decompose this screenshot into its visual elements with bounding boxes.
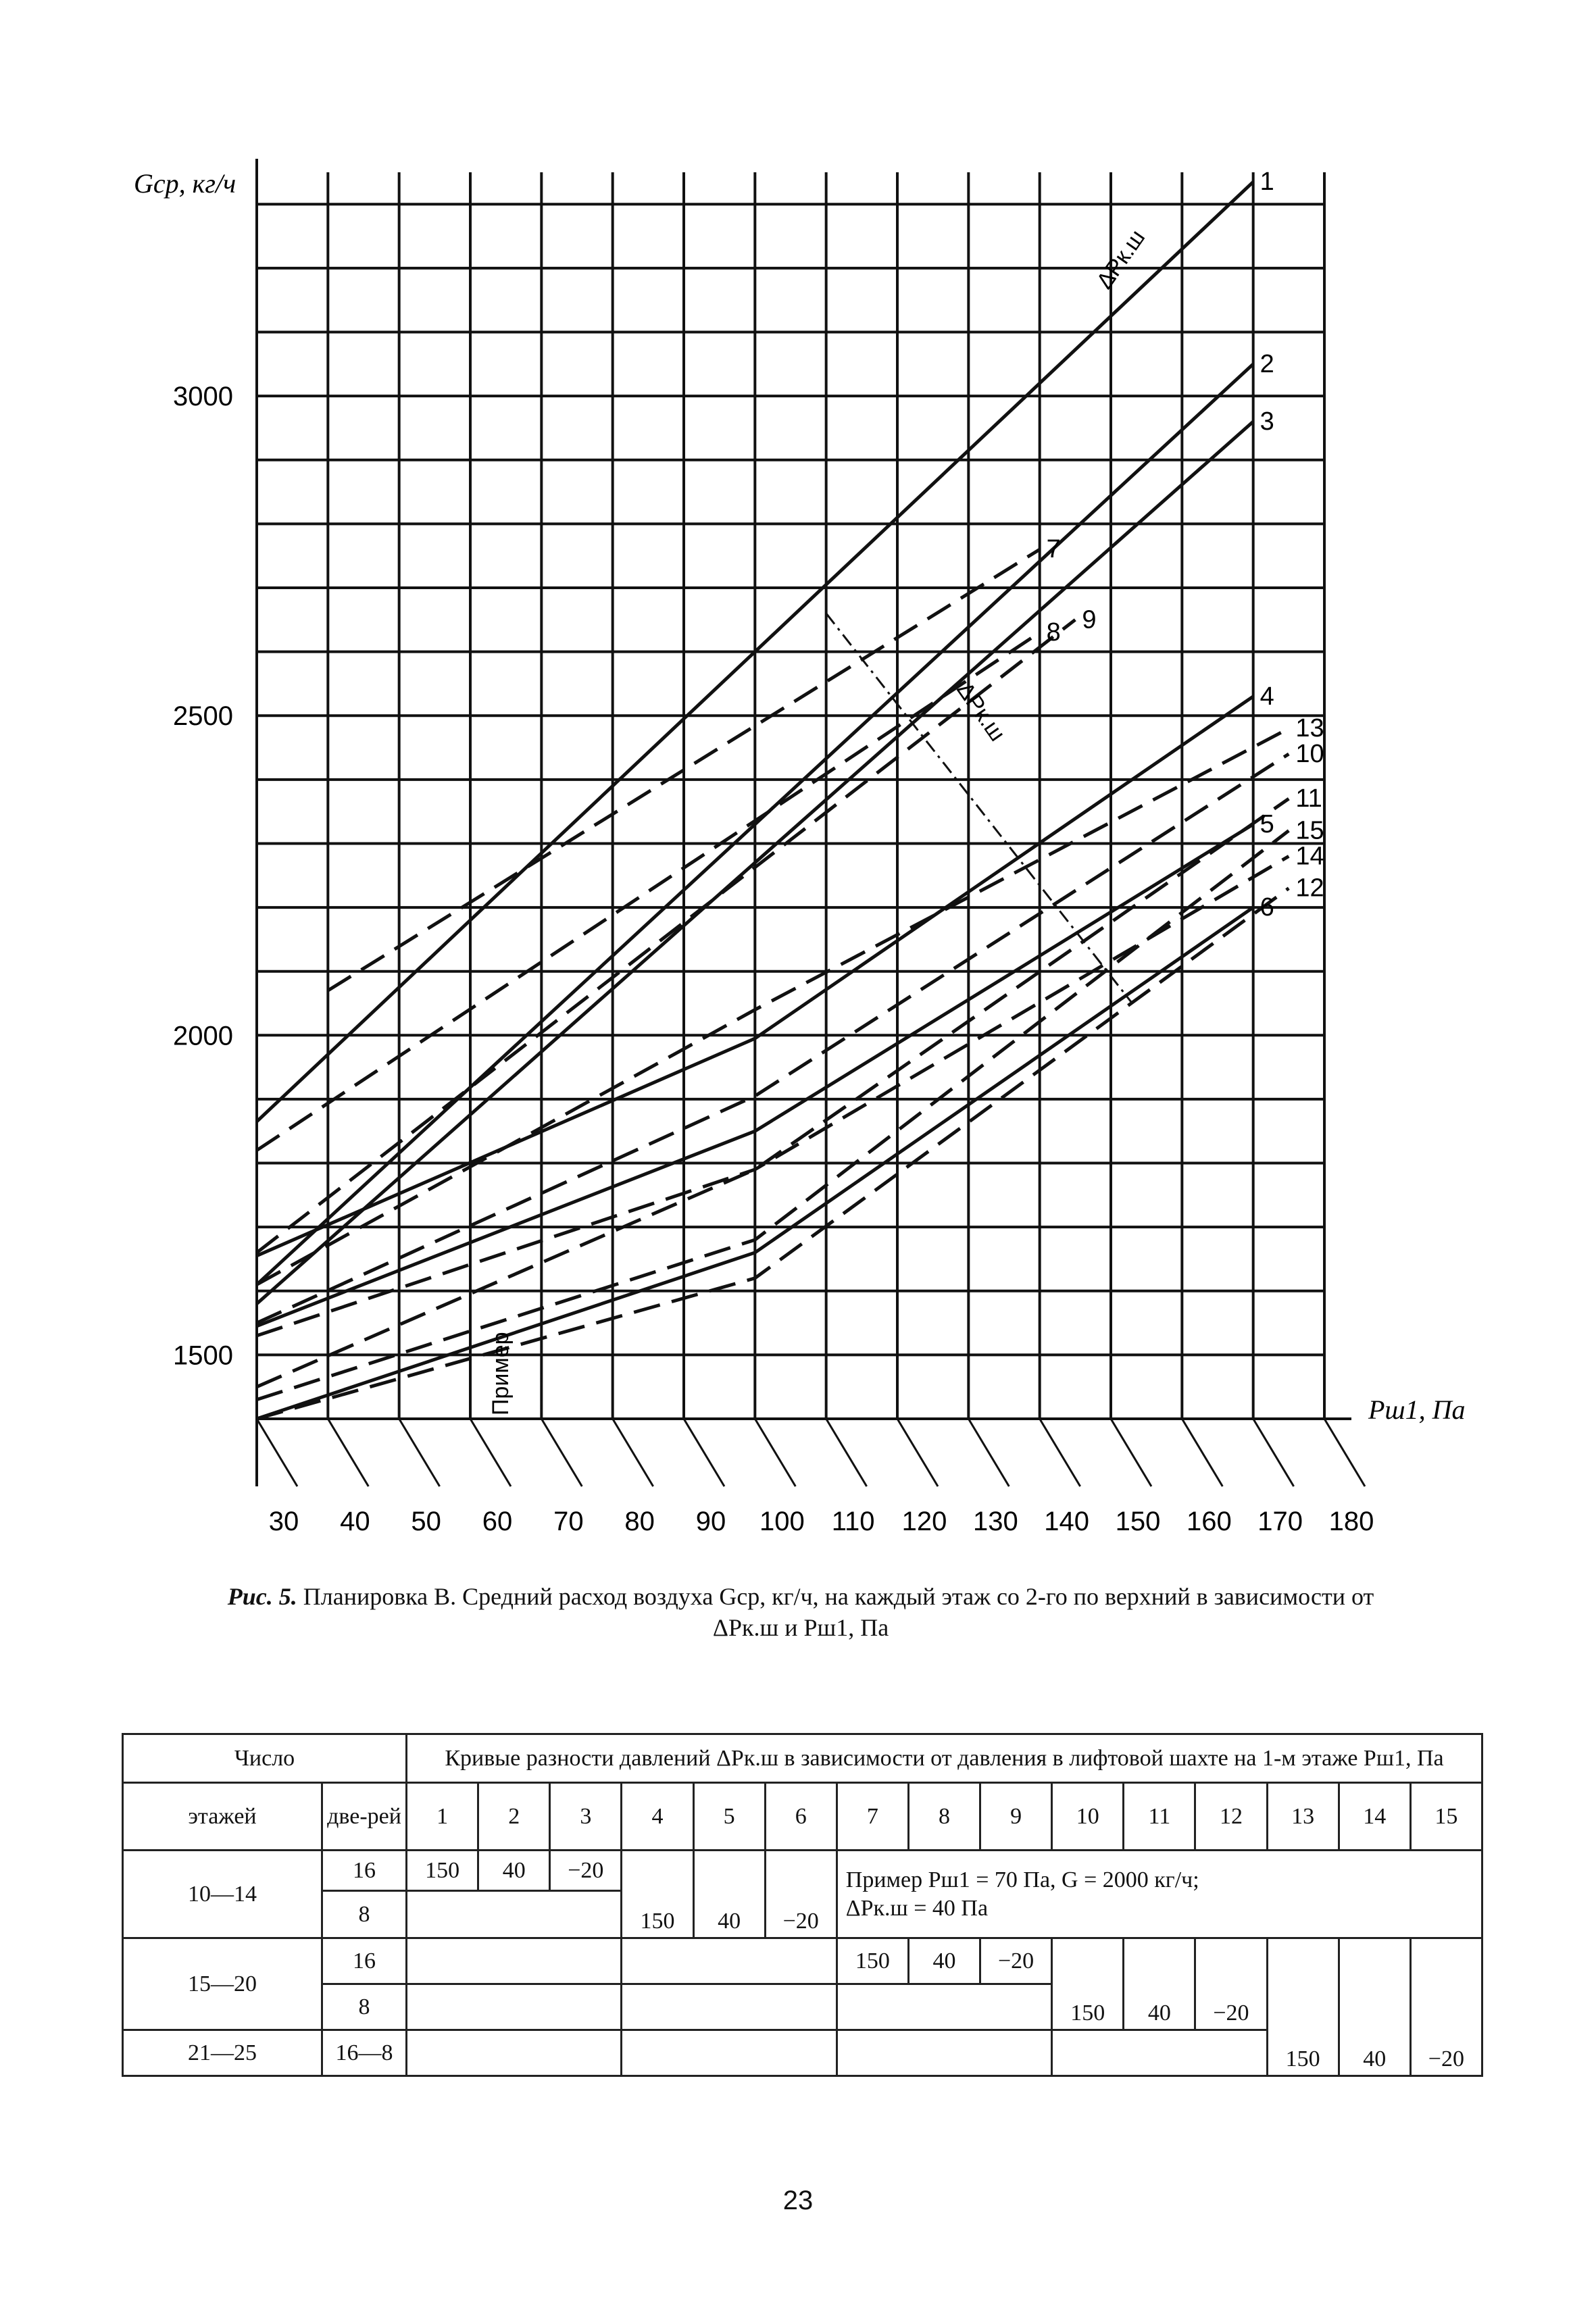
- x-tick-leader: [1182, 1419, 1222, 1486]
- curve-label: 1: [1260, 168, 1274, 197]
- x-tick-leader: [1324, 1419, 1365, 1486]
- curve-10: [257, 754, 1289, 1323]
- curve-num: 13: [1267, 1783, 1339, 1851]
- empty-cell: [1052, 2030, 1267, 2076]
- x-tick-leader: [897, 1419, 938, 1486]
- th-curves: Кривые разности давлений ΔPк.ш в зависимости от давления в лифтовой шахте на 1-м этаже Pш1, Па: [407, 1734, 1482, 1783]
- doors-cell: 16: [322, 1851, 407, 1891]
- figure-caption: [115, 1581, 1487, 1643]
- empty-cell: [407, 1938, 622, 1984]
- value-cell: −20: [550, 1851, 622, 1891]
- annotation-dp-lower: ΔPк.ш: [951, 677, 1011, 747]
- value-cell: 150: [1267, 1938, 1339, 2076]
- curve-num: 4: [622, 1783, 693, 1851]
- curve-12: [257, 888, 1289, 1419]
- chart-curves: [257, 182, 1289, 1419]
- y-tick-label: 2500: [173, 701, 233, 732]
- x-tick-leader: [755, 1419, 795, 1486]
- curve-num: 2: [478, 1783, 550, 1851]
- curve-label: 2: [1260, 349, 1274, 378]
- curve-num: 7: [837, 1783, 908, 1851]
- x-tick-label: 150: [1115, 1507, 1161, 1536]
- x-tick-label: 120: [901, 1507, 947, 1536]
- x-tick-label: 80: [624, 1507, 655, 1536]
- x-tick-leader: [257, 1419, 297, 1486]
- curve-label: 4: [1260, 682, 1274, 711]
- curve-label: 3: [1260, 407, 1274, 436]
- curve-label: 10: [1295, 740, 1324, 768]
- caption-line-2: ΔPк.ш и Pш1, Па: [712, 1614, 889, 1641]
- value-cell: 40: [908, 1938, 980, 1984]
- th-floors: этажей: [123, 1783, 322, 1851]
- curve-num: 14: [1339, 1783, 1410, 1851]
- floors-cell: 15—20: [123, 1938, 322, 2030]
- value-cell: 40: [1339, 1938, 1410, 2076]
- curve-label: 6: [1260, 893, 1274, 922]
- x-tick-leader: [399, 1419, 440, 1486]
- x-axis-title: Pш1, Па: [1368, 1394, 1466, 1425]
- example-line-1: Пример Pш1 = 70 Па, G = 2000 кг/ч;: [845, 1867, 1199, 1892]
- x-tick-label: 130: [972, 1507, 1018, 1536]
- curve-label: 8: [1046, 618, 1061, 647]
- chart-grid: [257, 159, 1351, 1486]
- value-cell: 150: [622, 1851, 693, 1938]
- empty-cell: [837, 2030, 1051, 2076]
- x-tick-label: 160: [1186, 1507, 1232, 1536]
- example-label: Пример: [488, 1332, 514, 1415]
- x-tick-label: 70: [553, 1507, 584, 1536]
- curve-num: 5: [693, 1783, 765, 1851]
- curve-15: [257, 831, 1289, 1400]
- x-tick-label: 180: [1328, 1507, 1374, 1536]
- value-cell: 40: [1124, 1938, 1195, 2030]
- th-doors: две-рей: [322, 1783, 407, 1851]
- x-tick-label: 50: [411, 1507, 441, 1536]
- x-tick-leader: [613, 1419, 653, 1486]
- curve-label: 14: [1295, 842, 1324, 871]
- annotation-dp-upper: ΔPк.ш: [1091, 225, 1151, 294]
- x-tick-label: 40: [340, 1507, 370, 1536]
- empty-cell: [622, 2030, 837, 2076]
- floors-cell: 10—14: [123, 1851, 322, 1938]
- curve-num: 11: [1124, 1783, 1195, 1851]
- doors-cell: 8: [322, 1984, 407, 2030]
- empty-cell: [407, 1984, 622, 2030]
- x-tick-label: 170: [1257, 1507, 1303, 1536]
- empty-cell: [622, 1984, 837, 2030]
- x-tick-label: 100: [759, 1507, 805, 1536]
- x-tick-leader: [968, 1419, 1009, 1486]
- curve-label: 9: [1082, 605, 1097, 634]
- curve-num: 15: [1410, 1783, 1482, 1851]
- x-tick-leader: [684, 1419, 724, 1486]
- curve-label: 11: [1295, 784, 1322, 813]
- doors-cell: 8: [322, 1891, 407, 1938]
- curve-num: 8: [908, 1783, 980, 1851]
- curve-num: 10: [1052, 1783, 1124, 1851]
- curves-table: [122, 1733, 1483, 2077]
- curve-num: 12: [1195, 1783, 1267, 1851]
- value-cell: −20: [1410, 1938, 1482, 2076]
- value-cell: 150: [1052, 1938, 1124, 2030]
- empty-cell: [622, 1938, 837, 1984]
- x-tick-leader: [1111, 1419, 1151, 1486]
- value-cell: −20: [980, 1938, 1052, 1984]
- y-tick-label: 2000: [173, 1021, 233, 1051]
- x-tick-leader: [328, 1419, 368, 1486]
- x-tick-label: 140: [1044, 1507, 1090, 1536]
- empty-cell: [407, 2030, 622, 2076]
- x-tick-leader: [1040, 1419, 1080, 1486]
- doors-cell: 16: [322, 1938, 407, 1984]
- floors-cell: 21—25: [123, 2030, 322, 2076]
- x-tick-leader: [541, 1419, 582, 1486]
- x-tick-label: 60: [482, 1507, 513, 1536]
- curve-num: 9: [980, 1783, 1052, 1851]
- curve-num: 3: [550, 1783, 622, 1851]
- caption-line-1: Планировка В. Средний расход воздуха Gср, кг/ч, на каждый этаж со 2-го по верхний в зависимости от: [303, 1583, 1374, 1610]
- curve-label: 7: [1046, 535, 1061, 564]
- page-number: 23: [782, 2186, 814, 2215]
- curve-label: 13: [1295, 714, 1324, 743]
- x-tick-label: 30: [268, 1507, 299, 1536]
- curve-num: 1: [407, 1783, 478, 1851]
- figure-number: Рис. 5.: [227, 1583, 297, 1610]
- curve-11: [257, 799, 1289, 1387]
- example-note: [837, 1851, 1482, 1938]
- curve-label: 5: [1260, 810, 1274, 839]
- doors-cell: 16—8: [322, 2030, 407, 2076]
- value-cell: 150: [407, 1851, 478, 1891]
- value-cell: −20: [765, 1851, 837, 1938]
- th-number: Число: [123, 1734, 407, 1783]
- value-cell: −20: [1195, 1938, 1267, 2030]
- curve-13: [257, 728, 1289, 1284]
- x-tick-leader: [826, 1419, 867, 1486]
- value-cell: 40: [478, 1851, 550, 1891]
- example-line-2: ΔPк.ш = 40 Па: [845, 1895, 989, 1921]
- y-axis-title: Gср, кг/ч: [134, 168, 236, 199]
- value-cell: 40: [693, 1851, 765, 1938]
- x-tick-leader: [470, 1419, 511, 1486]
- empty-cell: [407, 1891, 622, 1938]
- value-cell: 150: [837, 1938, 908, 1984]
- curve-num: 6: [765, 1783, 837, 1851]
- curve-label: 12: [1295, 874, 1324, 903]
- curve-label: 15: [1295, 816, 1324, 845]
- x-tick-label: 90: [695, 1507, 726, 1536]
- x-tick-leader: [1253, 1419, 1294, 1486]
- x-tick-label: 110: [831, 1507, 875, 1536]
- y-tick-label: 3000: [173, 382, 233, 412]
- empty-cell: [837, 1984, 1051, 2030]
- y-tick-label: 1500: [173, 1340, 233, 1371]
